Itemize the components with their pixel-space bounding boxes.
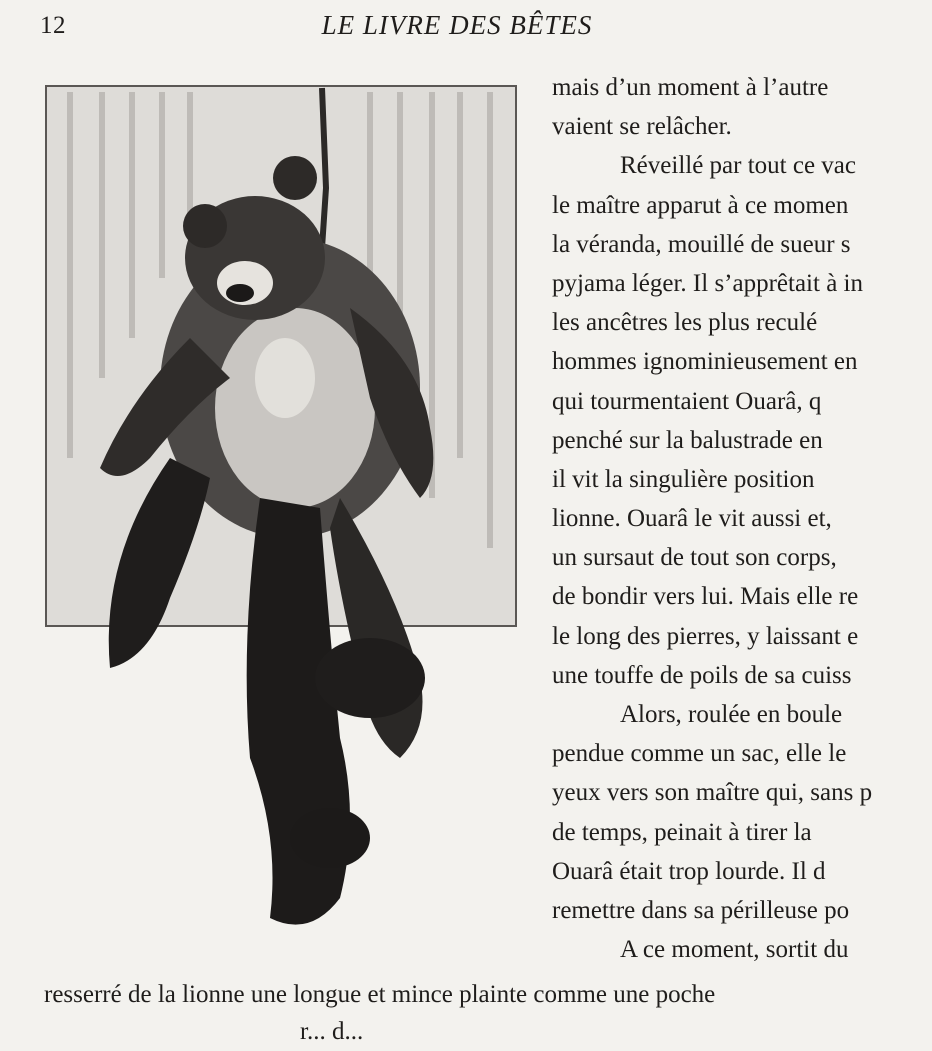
text-line: les ancêtres les plus reculé	[552, 309, 818, 337]
text-line: pyjama léger. Il s’apprêtait à in	[552, 269, 863, 297]
text-line: A ce moment, sortit du	[620, 936, 849, 964]
text-line: mais d’un moment à l’autre	[552, 74, 829, 101]
text-line: de bondir vers lui. Mais elle re	[552, 583, 859, 611]
text-line: remettre dans sa périlleuse po	[552, 896, 850, 924]
full-width-text-line: resserré de la lionne une longue et mince plainte comme une poche	[44, 981, 716, 1008]
text-line: qui tourmentaient Ouarâ, q	[552, 387, 822, 415]
text-line: Ouarâ était trop lourde. Il d	[552, 857, 826, 885]
text-line: penché sur la balustrade en	[552, 426, 823, 454]
text-line: une touffe de poils de sa cuiss	[552, 661, 852, 689]
text-line: Alors, roulée en boule	[620, 701, 843, 728]
text-line: Réveillé par tout ce vac	[620, 152, 856, 180]
text-line: la véranda, mouillé de sueur s	[552, 230, 851, 258]
page-number: 12	[40, 12, 66, 39]
text-line: un sursaut de tout son corps,	[552, 544, 837, 572]
text-line: il vit la singulière position	[552, 465, 815, 493]
text-line: le maître apparut à ce momen	[552, 191, 849, 219]
text-line: pendue comme un sac, elle le	[552, 740, 847, 768]
text-line: le long des pierres, y laissant e	[552, 622, 859, 650]
cut-off-text-line: r... d...	[300, 1018, 364, 1045]
text-line: de temps, peinait à tirer la	[552, 818, 812, 846]
bear-cub-hanging-illustration	[40, 78, 530, 958]
body-text-column	[552, 68, 932, 969]
text-line: vaient se relâcher.	[552, 113, 732, 141]
text-line: hommes ignominieusement en	[552, 348, 858, 376]
text-line: lionne. Ouarâ le vit aussi et,	[552, 505, 832, 533]
text-line: yeux vers son maître qui, sans p	[552, 779, 873, 807]
running-title: LE LIVRE DES BÊTES	[321, 10, 593, 40]
